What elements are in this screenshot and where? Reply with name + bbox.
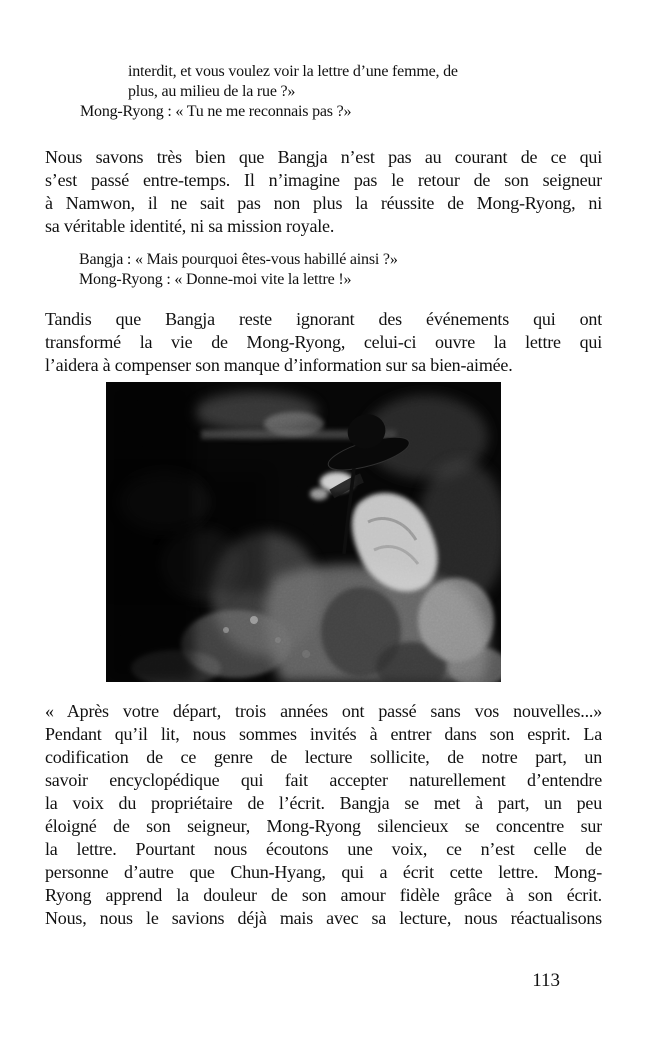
body-line: éloigné de son seigneur, Mong-Ryong silencieux se concentre sur [45,816,602,836]
body-line: Nous savons très bien que Bangja n’est pas au courant de ce qui [45,147,602,167]
body-line: Pendant qu’il lit, nous sommes invités à entrer dans son esprit. La [45,724,602,744]
dialogue-line: plus, au milieu de la rue ?» [128,83,296,100]
body-line: la lettre. Pourtant nous écoutons une voix, ce n’est celle de [45,839,602,859]
body-line: « Après votre départ, trois années ont passé sans vos nouvelles...» [45,701,602,721]
body-line: savoir encyclopédique qui fait accepter naturellement d’entendre [45,770,602,790]
body-line: l’aidera à compenser son manque d’information sur sa bien-aimée. [45,355,513,375]
body-line: personne d’autre que Chun-Hyang, qui a écrit cette lettre. Mong- [45,862,602,882]
dialogue-line: Bangja : « Mais pourquoi êtes-vous habillé ainsi ?» [79,251,398,268]
film-still-photo [106,382,501,682]
body-line: Tandis que Bangja reste ignorant des événements qui ont [45,309,602,329]
paragraph-1 [45,146,602,238]
body-line: la voix du propriétaire de l’écrit. Bangja se met à part, un peu [45,793,602,813]
body-line: Ryong apprend la douleur de son amour fidèle grâce à son écrit. [45,885,602,905]
dialogue-line: Mong-Ryong : « Tu ne me reconnais pas ?» [80,103,352,120]
paragraph-2 [45,308,602,377]
dialogue-line: Mong-Ryong : « Donne-moi vite la lettre !» [79,271,352,288]
dialogue-block-middle [45,250,602,290]
paragraph-3 [45,700,602,930]
body-line: Nous, nous le savions déjà mais avec sa lecture, nous réactualisons [45,908,602,928]
dialogue-block-top [45,62,602,122]
film-still-illustration [106,382,501,682]
body-line: s’est passé entre-temps. Il n’imagine pas le retour de son seigneur [45,170,602,190]
dialogue-line: interdit, et vous voulez voir la lettre d’une femme, de [128,63,458,80]
page-number: 113 [532,970,560,991]
body-line: codification de ce genre de lecture sollicite, de notre part, un [45,747,602,767]
body-line: transformé la vie de Mong-Ryong, celui-ci ouvre la lettre qui [45,332,602,352]
body-line: à Namwon, il ne sait pas non plus la réussite de Mong-Ryong, ni [45,193,602,213]
body-line: sa véritable identité, ni sa mission royale. [45,216,335,236]
